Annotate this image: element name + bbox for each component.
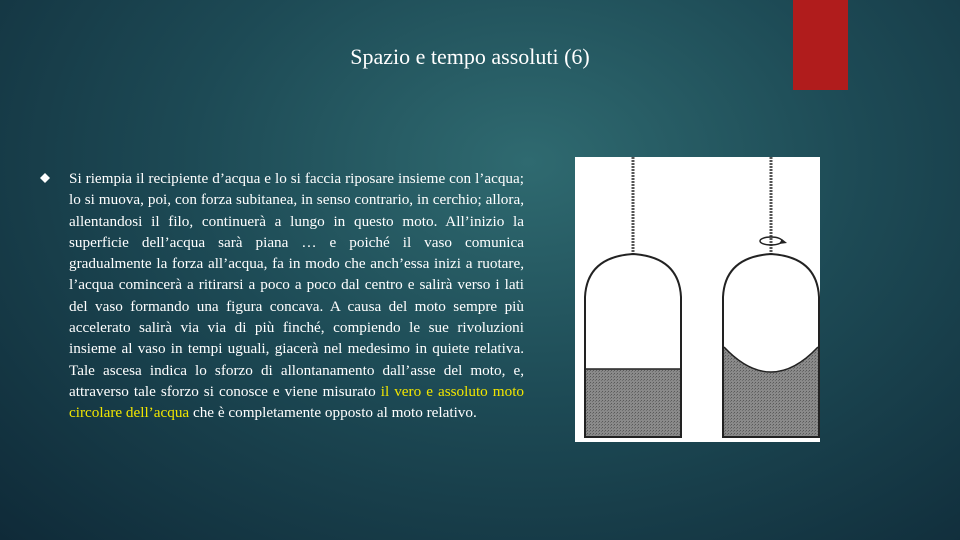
body-text-highlight: il vero e assoluto moto circolare dell’acqua [69, 382, 525, 422]
slide-title: Spazio e tempo assoluti (6) [350, 44, 590, 69]
slide-body-text [69, 168, 524, 424]
bucket-still [585, 157, 681, 437]
rotating-bucket-figure [575, 157, 820, 442]
accent-bar [793, 0, 848, 90]
bucket-rotating [723, 157, 819, 437]
body-text-main: Si riempia il recipiente d’acqua e lo si faccia riposare insieme con l’acqua; lo si muova, poi, con forza subitanea, in senso contrario, in cerchio; allora, allentandosi il filo, continuerà a lungo in questo moto. All’inizio la superficie dell’acqua sarà piana … e poiché il vaso comunica gradualmente la forza all’acqua, fa in modo che anch’essa inizi a ruotare, l’acqua comincerà a ritirarsi a poco a poco dal centro e salirà verso i lati del vaso formando una figura concava. A causa del moto sempre più accelerato salirà via via di più finché, compiendo le sue rivoluzioni insieme al vaso in tempi uguali, giacerà nel medesimo in quiete relativa. Tale ascesa indica lo sforzo di allontanamento dall’asse del moto, e, attraverso tale sforzo si conosce e viene misurato [69, 170, 524, 400]
diamond-bullet-icon [40, 173, 50, 183]
body-text-tail: che è completamente opposto al moto relativo. [189, 404, 477, 422]
bucket-diagram-svg [575, 157, 820, 442]
